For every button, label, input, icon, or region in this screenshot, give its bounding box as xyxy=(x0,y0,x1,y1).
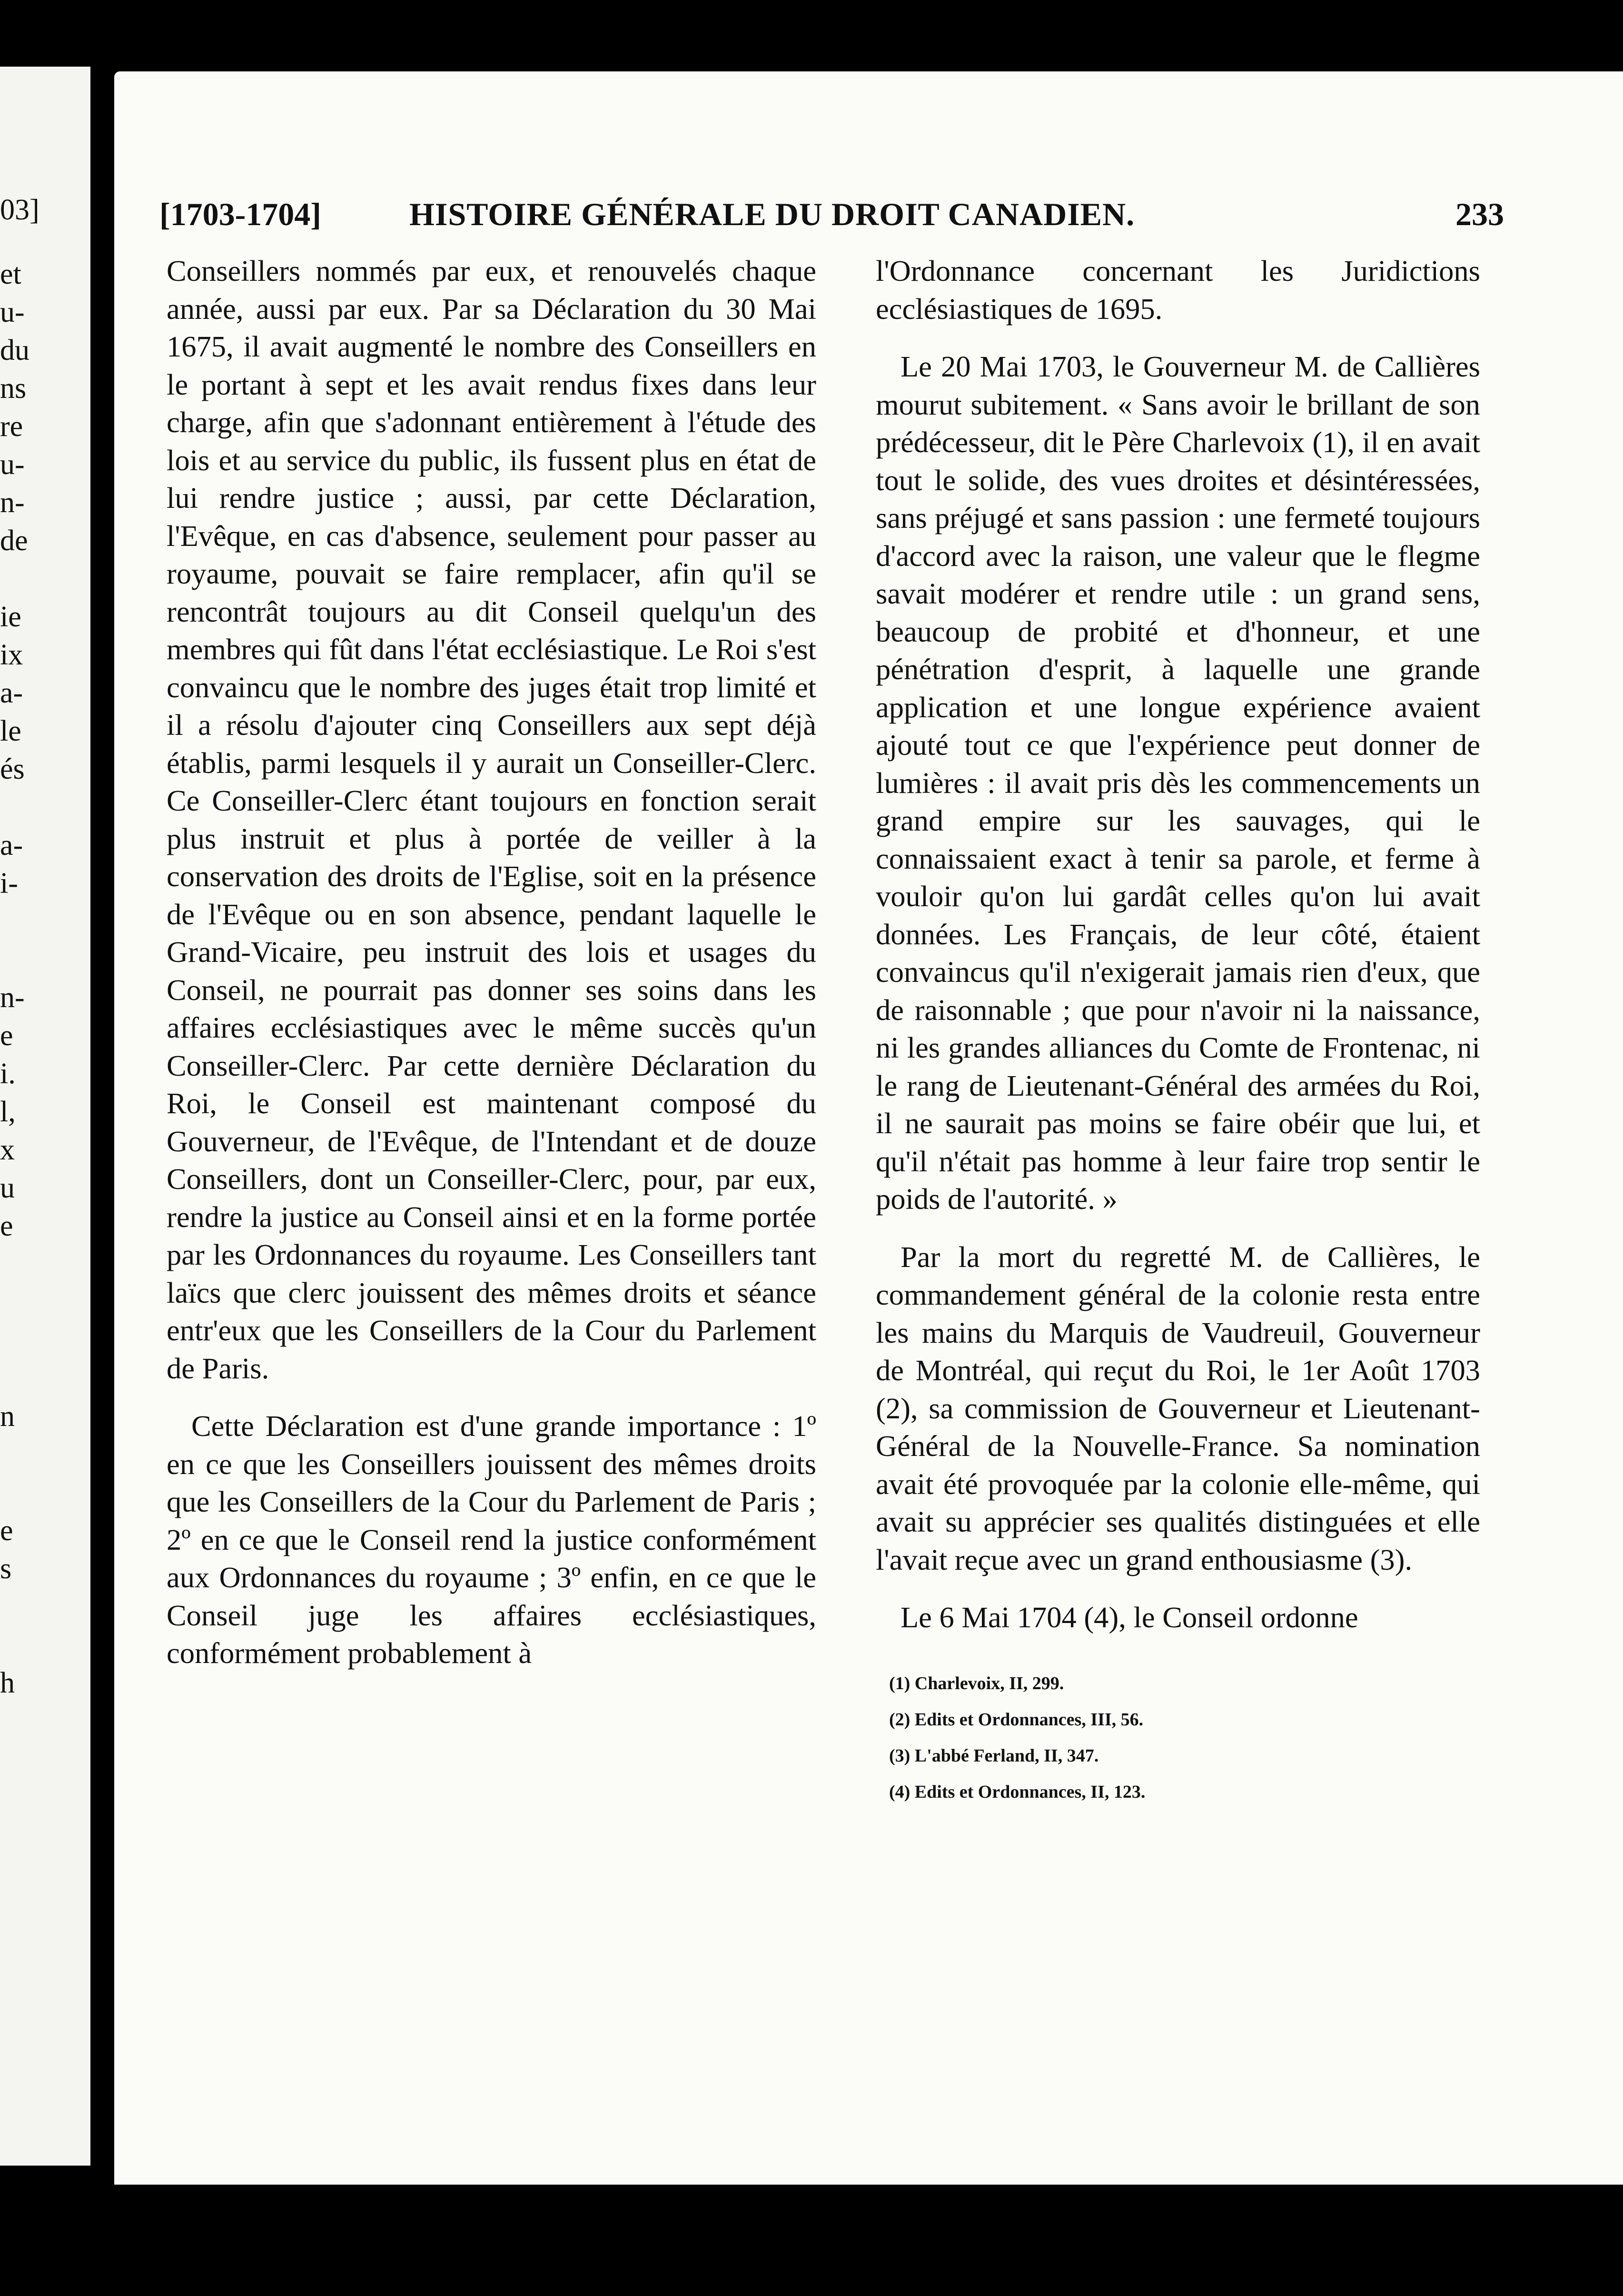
header-title: HISTOIRE GÉNÉRALE DU DROIT CANADIEN. xyxy=(409,196,1135,232)
footnote: (3) L'abbé Ferland, II, 347. xyxy=(889,1745,1099,1766)
prev-page-fragment: s xyxy=(0,1553,12,1585)
prev-page-fragment: e xyxy=(0,1019,13,1052)
prev-page-fragment: n- xyxy=(0,486,25,519)
right-column xyxy=(876,252,1480,1810)
prev-page-fragment: u- xyxy=(0,448,25,481)
prev-page-fragment: h xyxy=(0,1667,15,1699)
paragraph: Par la mort du regretté M. de Callières, le commandement général de la colonie resta entre les mains du Marquis de Vaudreuil, Gouverneur de Montréal, qui reçut du Roi, le 1er Août 1703 (2), sa commission de Gouverneur et Lieutenant-Général de la Nouvelle-France. Sa nomination avait été provoquée par la colonie elle-même, qui avait su apprécier ses qualités distinguées et elle l'avait reçue avec un grand enthousiasme (3). xyxy=(876,1240,1480,1576)
paragraph: Le 6 Mai 1704 (4), le Conseil ordonne xyxy=(901,1601,1358,1634)
paragraph: Cette Déclaration est d'une grande importance : 1º en ce que les Conseillers jouissent des mêmes droits que les Conseillers de la Cour du Parlement de Paris ; 2º en ce que le Conseil rend la justice conformément aux Ordonnances du royaume ; 3º enfin, en ce que le Conseil juge les affaires ecclésiastiques, conformément probablement à xyxy=(167,1409,816,1670)
footnote: (2) Edits et Ordonnances, III, 56. xyxy=(889,1709,1144,1730)
prev-page-fragment: ix xyxy=(0,639,23,671)
previous-page-edge xyxy=(0,67,90,2166)
prev-page-fragment: i- xyxy=(0,867,18,900)
prev-page-fragment: i. xyxy=(0,1058,16,1090)
page-number: 233 xyxy=(1455,196,1504,232)
running-header xyxy=(159,193,1504,236)
prev-page-fragment: n xyxy=(0,1400,15,1433)
paragraph: Conseillers nommés par eux, et renouvelés chaque année, aussi par eux. Par sa Déclaration du 30 Mai 1675, il avait augmenté le nombre des Conseillers en le portant à sept et les avait rendus fixes dans leur charge, afin que s'adonnant entièrement à l'étude des lois et au service du public, ils fussent plus en état de lui rendre justice ; aussi, par cette Déclaration, l'Evêque, en cas d'absence, seulement pour passer au royaume, pouvait se faire remplacer, afin qu'il se rencontrât toujours au dit Conseil quelqu'un des membres qui fût dans l'état ecclésiastique. Le Roi s'est convaincu que le nombre des juges était trop limité et il a résolu d'ajouter cinq Conseillers aux sept déjà établis, parmi lesquels il y aurait un Conseiller-Clerc. Ce Conseiller-Clerc étant toujours en fonction serait plus instruit et plus à portée de veiller à la conservation des droits de l'Eglise, soit en la présence de l'Evêque ou en son absence, pendant laquelle le Grand-Vicaire, peu instruit des lois et usages du Conseil, ne pourrait pas donner ses soins dans les affaires ecclésiastiques avec le même succès qu'un Conseiller-Clerc. Par cette dernière Déclaration du Roi, le Conseil est maintenant composé du Gouverneur, de l'Evêque, de l'Intendant et de douze Conseillers, dont un Conseiller-Clerc, pour, par eux, rendre la justice au Conseil ainsi et en la forme portée par les Ordonnances du royaume. Les Conseillers tant laïcs que clerc jouissent des mêmes droits et séance entr'eux que les Conseillers de la Cour du Parlement de Paris. xyxy=(167,254,816,1385)
footnote: (4) Edits et Ordonnances, II, 123. xyxy=(889,1781,1146,1802)
prev-page-fragment: du xyxy=(0,334,30,366)
prev-page-fragment: e xyxy=(0,1210,13,1242)
prev-page-fragment: l, xyxy=(0,1096,16,1128)
book-page xyxy=(114,71,1623,2185)
footnotes xyxy=(876,1665,1480,1810)
prev-page-fragment: x xyxy=(0,1134,15,1166)
prev-page-fragment: a- xyxy=(0,677,23,709)
prev-page-fragment: le xyxy=(0,715,21,747)
footnote: (1) Charlevoix, II, 299. xyxy=(889,1673,1064,1693)
prev-page-fragment: 03] xyxy=(0,194,40,226)
prev-page-fragment: és xyxy=(0,753,25,785)
prev-page-fragment: e xyxy=(0,1514,13,1547)
prev-page-fragment: n- xyxy=(0,981,25,1014)
prev-page-fragment: re xyxy=(0,410,23,443)
prev-page-fragment: a- xyxy=(0,829,23,861)
prev-page-fragment: u xyxy=(0,1172,15,1204)
prev-page-fragment: ns xyxy=(0,372,27,405)
prev-page-fragment: ie xyxy=(0,601,21,633)
left-column xyxy=(167,252,816,1673)
prev-page-fragment: u- xyxy=(0,296,25,328)
paragraph: l'Ordonnance concernant les Juridictions ecclésiastiques de 1695. xyxy=(876,254,1480,326)
header-years: [1703-1704] xyxy=(159,196,321,232)
prev-page-fragment: de xyxy=(0,525,28,557)
paragraph: Le 20 Mai 1703, le Gouverneur M. de Callières mourut subitement. « Sans avoir le brillant de son prédécesseur, dit le Père Charlevoix (1), il en avait tout le solide, des vues droites et désintéressées, sans préjugé et sans passion : une fermeté toujours d'accord avec la raison, une valeur que le flegme savait modérer et rendre utile : un grand sens, beaucoup de probité et d'honneur, et une pénétration d'esprit, à laquelle une grande application et une longue expérience avaient ajouté tout ce que l'expérience peut donner de lumières : il avait pris dès les commencements un grand empire sur les sauvages, qui le connaissaient exact à tenir sa parole, et ferme à vouloir qu'on lui gardât celles qu'on lui avait données. Les Français, de leur côté, étaient convaincus qu'il n'exigerait jamais rien d'eux, que de raisonnable ; que pour n'avoir ni la naissance, ni les grandes alliances du Comte de Frontenac, ni le rang de Lieutenant-Général des armées du Roi, il ne saurait pas moins se faire obéir que lui, et qu'il n'était pas homme à leur faire trop sentir le poids de l'autorité. » xyxy=(876,350,1480,1216)
prev-page-fragment: et xyxy=(0,258,21,290)
